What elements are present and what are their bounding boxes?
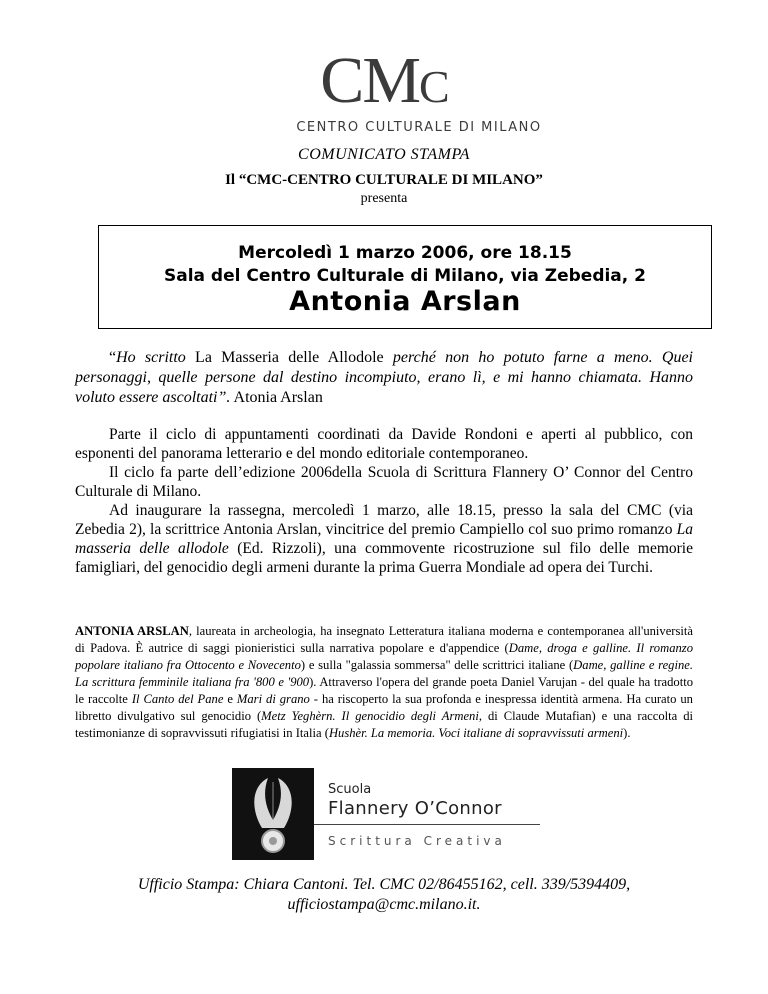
cmc-logo-subtitle: CENTRO CULTURALE DI MILANO [296, 120, 542, 135]
event-place: Sala del Centro Culturale di Milano, via Zebedia, 2 [163, 266, 646, 286]
cmc-logo-mark: CMC [320, 44, 448, 117]
cmc-logo [0, 44, 768, 135]
peacock-emblem-icon [232, 768, 314, 860]
press-office-footer [0, 875, 768, 915]
footer-email-link[interactable]: ufficiostampa@cmc.milano.it. [287, 896, 481, 913]
footer-contact-line: Ufficio Stampa: Chiara Cantoni. Tel. CMC 02/86455162, cell. 339/5394409, [137, 876, 631, 893]
body-paragraph-3: Ad inaugurare la rassegna, mercoledì 1 marzo, alle 18.15, presso la sala del CMC (via Zebedia 2), la scrittrice Antonia Arslan, vincitrice del premio Campiello col suo primo romanzo La masseria delle allodole (Ed. Rizzoli), una commovente ricostruzione sul filo delle memorie famigliari, del genocidio degli armeni durante la prima Guerra Mondiale ad opera dei Turchi. [75, 502, 693, 576]
press-body [75, 425, 693, 577]
comunicato-stampa-heading: COMUNICATO STAMPA [298, 146, 470, 163]
author-bio: ANTONIA ARSLAN, laureata in archeologia, ha insegnato Letteratura italiana moderna e contemporanea all'università di Padova. È autrice di saggi pionieristici sulla narrativa popolare e d'appendice (Dame, droga e galline. Il romanzo popolare italiano fra Ottocento e Novecento) e sulla "galassia sommersa" delle scrittrici italiane (Dame, galline e regine. La scrittura femminile italiana fra '800 e '900). Attraverso l'opera del grande poeta Daniel Varujan - del quale ha tradotto le raccolte Il Canto del Pane e Mari di grano - ha riscoperto la sua profonda e inespressa identità armena. Ha curato un libretto divulgativo sul genocidio (Metz Yeghèrn. Il genocidio degli Armeni, di Claude Mutafian) e una raccolta di testimonianze di sopravvissuti rifugiatisi in Italia (Hushèr. La memoria. Voci italiane di sopravvissuti armeni). [75, 624, 694, 740]
body-paragraph-2: Il ciclo fa parte dell’edizione 2006della Scuola di Scrittura Flannery O’ Connor del Centro Culturale di Milano. [75, 464, 693, 500]
flannery-divider [314, 824, 540, 825]
presenta-text: presenta [360, 191, 408, 206]
author-quote: “Ho scritto La Masseria delle Allodole perché non ho potuto farne a meno. Quei personaggi, quelle persone dal destino incompiuto, erano lì, e mi hanno chiamata. Hanno voluto essere ascoltati”. Atonia Arslan [75, 349, 694, 406]
flannery-subtitle: Scrittura Creativa [328, 834, 506, 848]
event-speaker: Antonia Arslan [289, 286, 521, 317]
body-paragraph-1: Parte il ciclo di appuntamenti coordinati da Davide Rondoni e aperti al pubblico, con esponenti del panorama letterario e del mondo editoriale contemporaneo. [75, 426, 693, 462]
flannery-scuola-label: Scuola [328, 782, 372, 797]
event-box [98, 225, 712, 329]
organizer-title: Il “CMC-CENTRO CULTURALE DI MILANO” [225, 172, 543, 188]
flannery-name-label: Flannery O’Connor [328, 798, 502, 819]
event-date: Mercoledì 1 marzo 2006, ore 18.15 [238, 243, 572, 263]
flannery-oconnor-logo [232, 768, 540, 860]
press-header [0, 146, 768, 207]
